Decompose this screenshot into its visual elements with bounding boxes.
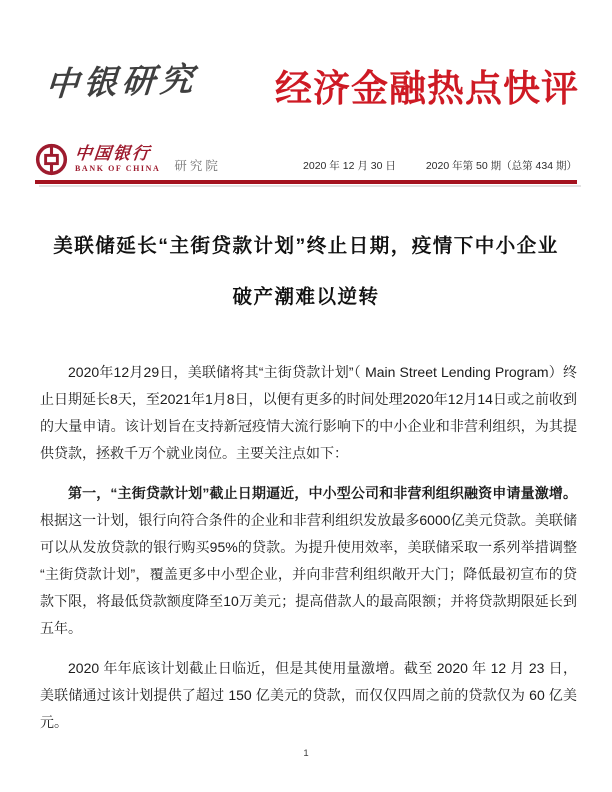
bank-name-english: BANK OF CHINA — [75, 164, 161, 173]
bank-name-block — [75, 145, 160, 173]
bank-header-row — [35, 138, 577, 180]
brand-calligraphy-logo: 中银研究 — [44, 60, 200, 103]
institute-label: 研究院 — [174, 159, 221, 173]
masthead-title: 经济金融热点快评 — [275, 68, 579, 109]
paragraph-1: 2020年12月29日，美联储将其“主街贷款计划”（ Main Street Lending Program）终止日期延长8天，至2021年1月8日，以便有更多的时间处理2020年12月14日或之前收到的大量申请。该计划旨在支持新冠疫情大流行影响下的中小企业和非营利组织，为其提供贷款，拯救千万个就业岗位。主要关注点如下： — [40, 364, 577, 461]
header-divider-shadow — [39, 185, 581, 187]
paragraph-2-body: 根据这一计划，银行向符合条件的企业和非营利组织发放最多6000亿美元贷款。美联储可以从发放贷款的银行购买95%的贷款。为提升使用效率，美联储采取一系列举措调整“主街贷款计划”，覆盖更多中小型企业，并向非营利组织敞开大门；降低最初宣布的贷款下限，将最低贷款额度降至10万美元；提高借款人的最高限额；并将贷款期限延长到五年。 — [40, 512, 577, 636]
issue-number: 2020 年第 50 期（总第 434 期） — [425, 160, 577, 172]
paragraph-2 — [40, 480, 577, 642]
page-number: 1 — [303, 748, 309, 759]
paragraph-2-bold-lead: 第一，“主街贷款计划”截止日期逼近，中小型公司和非营利组织融资申请量激增。 — [68, 485, 577, 501]
header-divider-rule — [35, 180, 577, 184]
article-title-line1: 美联储延长“主街贷款计划”终止日期，疫情下中小企业 — [53, 235, 559, 257]
article-body — [40, 359, 577, 749]
issue-meta — [303, 158, 577, 180]
bank-of-china-logo-icon — [35, 143, 68, 176]
issue-date: 2020 年 12 月 30 日 — [303, 160, 396, 172]
article-title — [35, 221, 577, 323]
paragraph-3: 2020 年年底该计划截止日临近，但是其使用量激增。截至 2020 年 12 月 23 日，美联储通过该计划提供了超过 150 亿美元的贷款，而仅仅四周之前的贷款仅为 60 亿美元。 — [40, 660, 577, 730]
article-title-line2: 破产潮难以逆转 — [232, 286, 380, 308]
bank-name-chinese: 中国银行 — [74, 144, 152, 163]
